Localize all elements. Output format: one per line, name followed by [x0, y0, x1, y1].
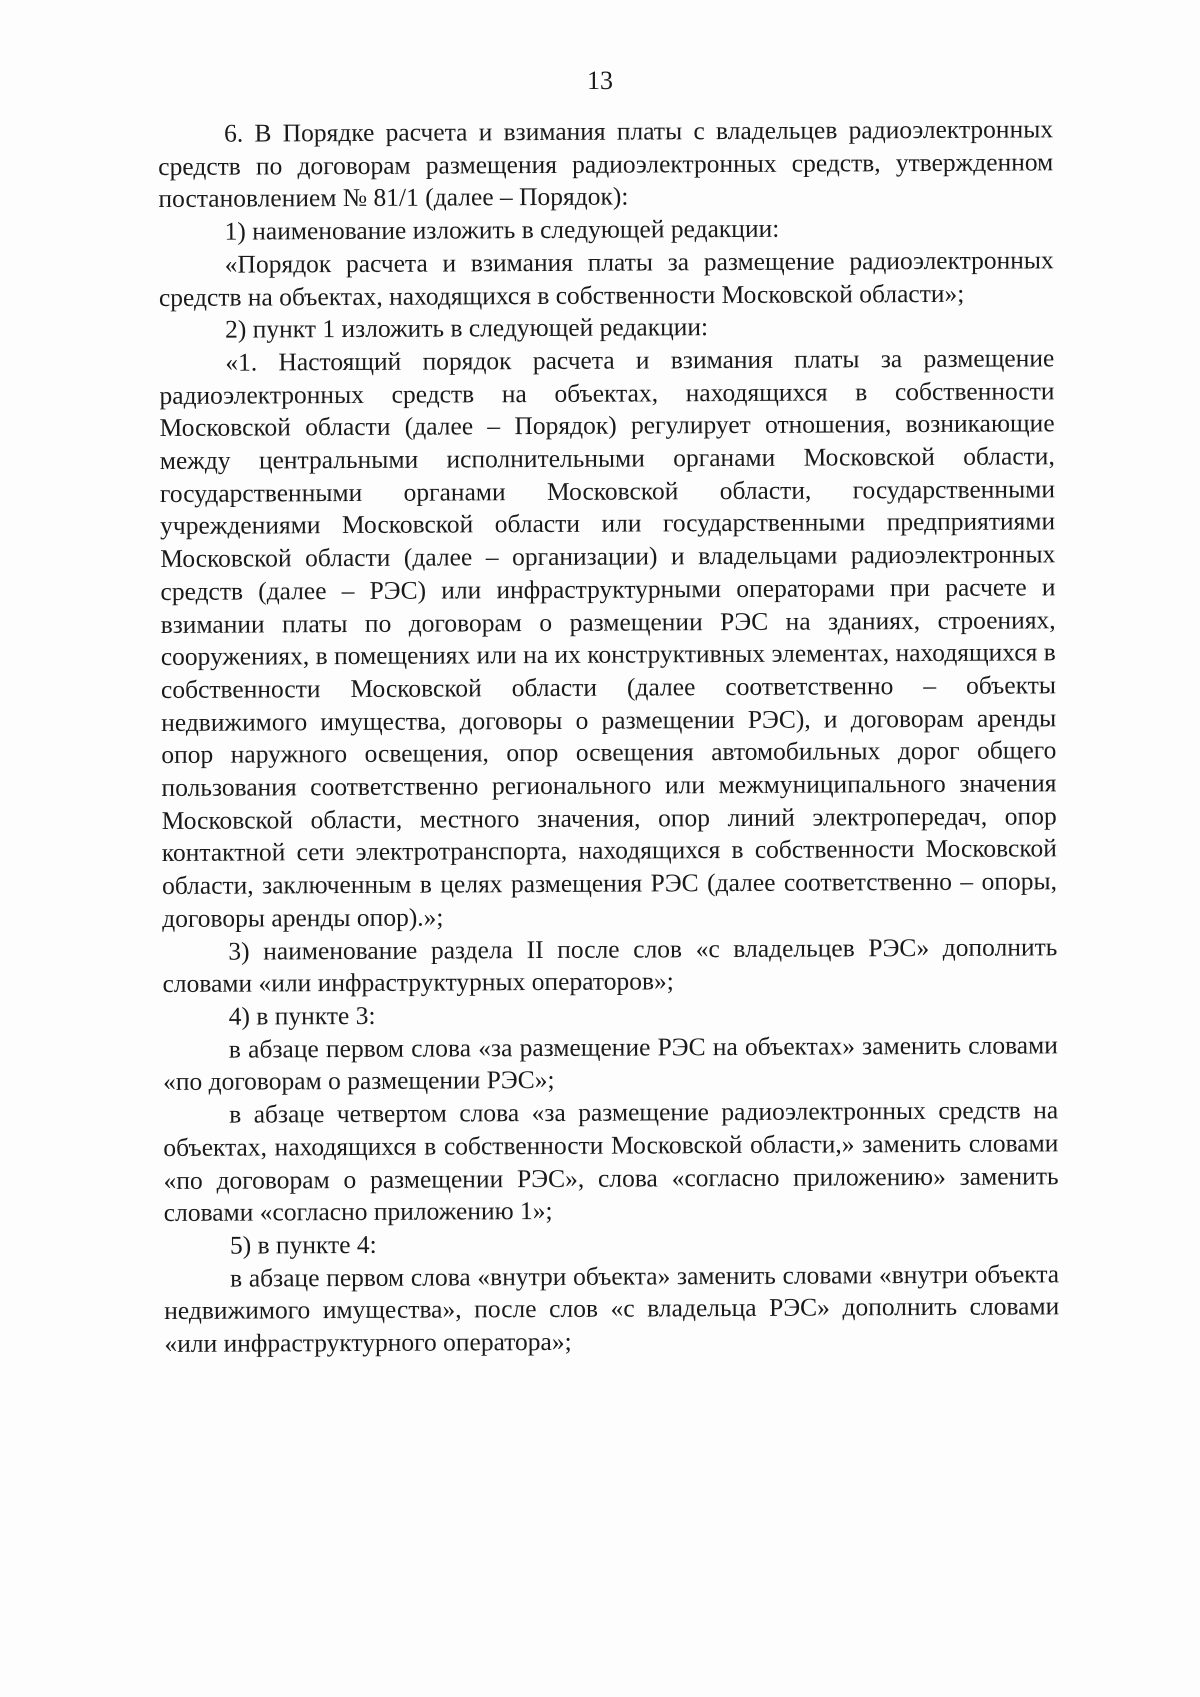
- paragraph-subitem-3: 3) наименование раздела II после слов «с владельцев РЭС» дополнить словами «или инфраструктурных операторов»;: [162, 931, 1058, 999]
- paragraph-subitem-5: 5) в пункте 4:: [229, 1229, 377, 1260]
- paragraph-quote-point-1: «1. Настоящий порядок расчета и взимания платы за размещение радиоэлектронных средств на объектах, находящихся в собственности Московской области (далее – Порядок) регулирует отношения, возникающие между центральными исполнительными органами Московской области, государственными органами Московской области, государственными учреждениями Московской области или государственными предприятиями Московской области (далее – организации) и владельцами радиоэлектронных средств (далее – РЭС) или инфраструктурными операторами при расчете и взимании платы по договорам о размещении РЭС на зданиях, строениях, сооружениях, в помещениях или на их конструктивных элементах, находящихся в собственности Московской области (далее соответственно – объекты недвижимого имущества, договоры о размещении РЭС), и договорам аренды опор наружного освещения, опор освещения автомобильных дорог общего пользования соответственно регионального или межмуниципального значения Московской области, местного значения, опор линий электропередач, опор контактной сети электротранспорта, находящихся в собственности Московской области, заключенным в целях размещения РЭС (далее соответственно – опоры, договоры аренды опор).»;: [159, 343, 1058, 933]
- paragraph-subitem-1: 1) наименование изложить в следующей редакции:: [224, 213, 780, 246]
- paragraph-subitem-4: 4) в пункте 3:: [228, 1000, 376, 1031]
- paragraph-quote-title: «Порядок расчета и взимания платы за размещение радиоэлектронных средств на объектах, находящихся в собственности Московской области»;: [158, 245, 1054, 312]
- document-body: [158, 113, 1059, 1360]
- page-number: 13: [587, 66, 613, 95]
- paragraph-subitem-4-abzac-4: в абзаце четвертом слова «за размещение радиоэлектронных средств на объектах, находящихся в собственности Московской области,» заменить словами «по договорам о размещении РЭС», слова «согласно приложению» заменить словами «согласно приложению 1»;: [163, 1095, 1059, 1228]
- paragraph-subitem-2: 2) пункт 1 изложить в следующей редакции:: [225, 312, 709, 344]
- paragraph-item-6: 6. В Порядке расчета и взимания платы с владельцев радиоэлектронных средств по договорам размещения радиоэлектронных средств, утвержденном постановлением № 81/1 (далее – Порядок):: [158, 114, 1054, 214]
- paragraph-subitem-4-abzac-1: в абзаце первом слова «за размещение РЭС на объектах» заменить словами «по договорам о размещении РЭС»;: [162, 1029, 1058, 1097]
- paragraph-subitem-5-abzac-1: в абзаце первом слова «внутри объекта» заменить словами «внутри объекта недвижимого имущества», после слов «с владельца РЭС» дополнить словами «или инфраструктурного оператора»;: [164, 1258, 1060, 1358]
